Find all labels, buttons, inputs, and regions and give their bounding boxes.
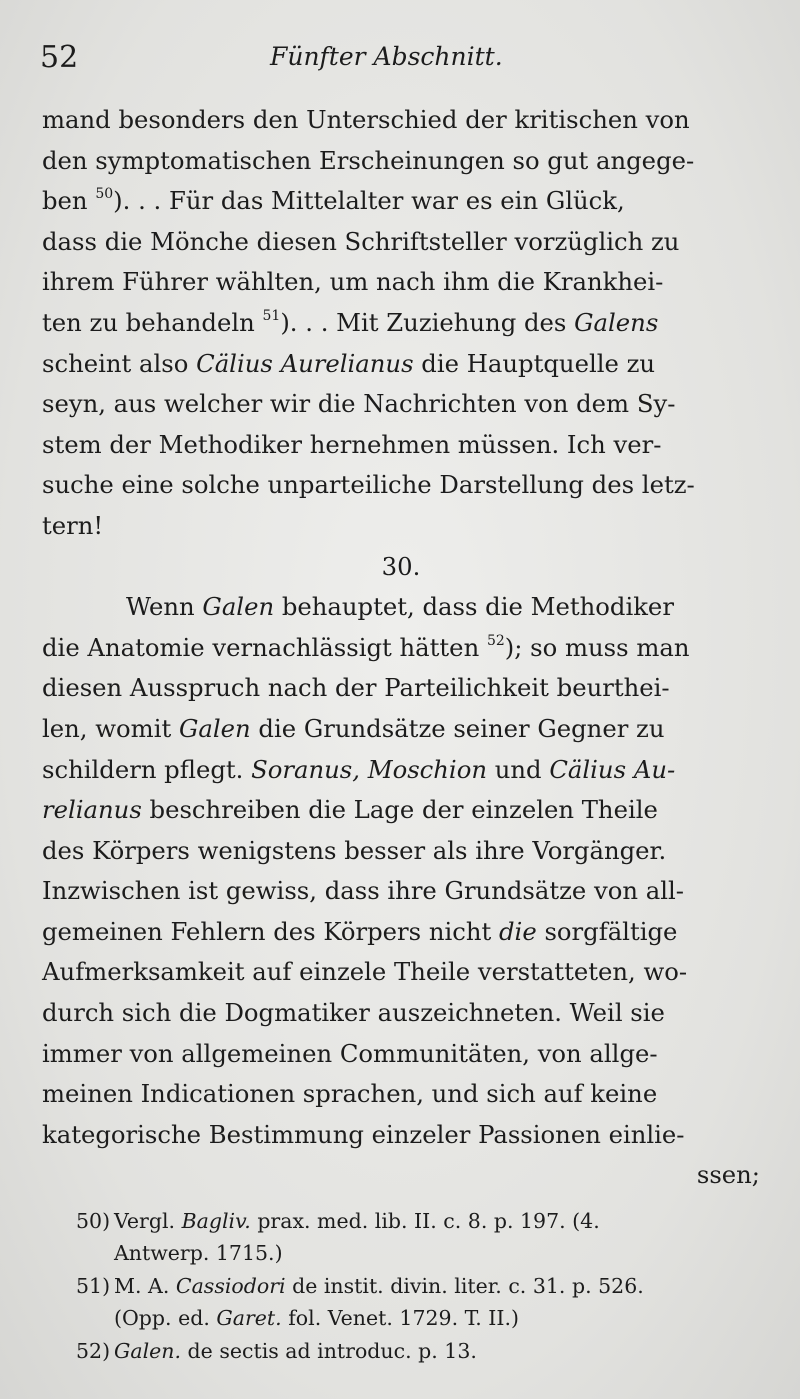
text-line: mand besonders den Unterschied der kritischen von [42,105,690,134]
text-line: diesen Ausspruch nach der Parteilichkeit beurthei- [42,673,670,703]
text-line: schildern pflegt. Soranus, Moschion und Cälius Au- [42,754,676,784]
text-line: Inzwischen ist gewiss, dass ihre Grundsätze von all- [42,876,684,906]
text-line: kategorische Bestimmung einzeler Passionen einlie- [42,1119,685,1149]
running-head: Fünfter Abschnitt. [270,42,503,71]
text-line: ben $^{50}$). . . Für das Mittelalter war es ein Glück, [42,186,625,216]
text-line: ten zu behandeln $^{51}$). . . Mit Zuziehung des Galens [42,307,659,337]
text-line: len, womit Galen die Grundsätze seiner Gegner zu [42,713,665,743]
text-line: Aufmerksamkeit auf einzele Theile verstatteten, wo- [42,957,688,987]
text-line: relianus beschreiben die Lage der einzelen Theile [42,795,658,825]
text-line: den symptomatischen Erscheinungen so gut angege- [42,145,695,175]
footnotes [42,1205,760,1367]
text-line: tern! [42,510,104,540]
text-line: immer von allgemeinen Communitäten, von allge- [42,1038,658,1068]
text-line: die Anatomie vernachlässigt hätten $^{52}$); so muss man [42,632,690,662]
text-line: des Körpers wenigstens besser als ihre Vorgänger. [42,835,667,865]
footnote-52: 52) Galen. de sectis ad introduc. p. 13. [76,1338,477,1363]
footnote-51-continued: (Opp. ed. Garet. fol. Venet. 1729. T. II.) [114,1306,520,1331]
page-number: 52 [40,40,79,75]
body-text [42,100,760,1196]
page-header [40,40,760,80]
text-line: Wenn Galen behauptet, dass die Methodiker [126,592,674,622]
text-line: dass die Mönche diesen Schriftsteller vorzüglich zu [42,226,680,256]
footnote-50: 50) Vergl. Bagliv. prax. med. lib. II. c. 8. p. 197. (4. [76,1209,600,1233]
text-line: ssen; [696,1160,760,1190]
footnote-ref-52: 52 [486,632,505,649]
text-line: meinen Indicationen sprachen, und sich auf keine [42,1079,658,1109]
text-line: gemeinen Fehlern des Körpers nicht die sorgfältige [42,916,678,946]
footnote-50-continued: Antwerp. 1715.) [114,1241,283,1266]
footnote-51: 51) M. A. Cassiodori de instit. divin. liter. c. 31. p. 526. [76,1273,644,1298]
footnote-ref-50: 50 [95,186,114,203]
text-line: durch sich die Dogmatiker auszeichneten. Weil sie [42,998,665,1028]
text-line: seyn, aus welcher wir die Nachrichten von dem Sy- [42,389,676,419]
text-line: scheint also Cälius Aurelianus die Hauptquelle zu [42,348,656,378]
section-number: 30. [381,551,421,581]
text-line: suche eine solche unparteiliche Darstellung des letz- [42,470,695,500]
text-line: stem der Methodiker hernehmen müssen. Ich ver- [42,429,662,459]
footnote-ref-51: 51 [262,307,281,324]
text-line: ihrem Führer wählten, um nach ihm die Krankhei- [42,267,664,297]
